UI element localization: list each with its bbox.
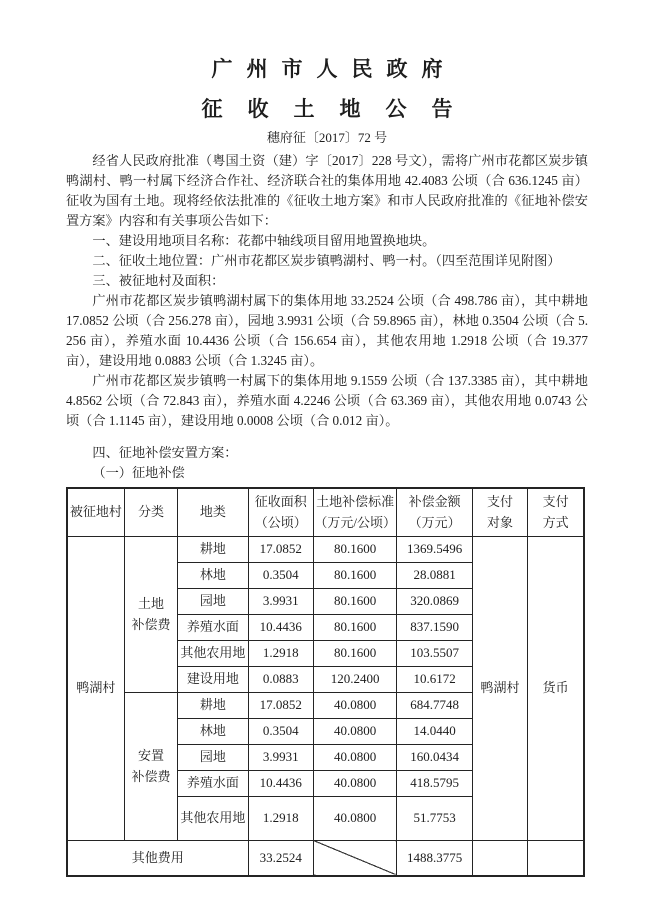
cell-standard: 40.0800 xyxy=(313,796,396,840)
cell-area: 17.0852 xyxy=(248,692,313,718)
cell-amount: 28.0881 xyxy=(397,562,472,588)
header-category: 分类 xyxy=(124,488,177,536)
header-payee: 支付 对象 xyxy=(472,488,527,536)
cell-amount: 837.1590 xyxy=(397,614,472,640)
cell-standard: 40.0800 xyxy=(313,744,396,770)
cell-land-type: 其他农用地 xyxy=(178,796,248,840)
table-row xyxy=(67,536,584,562)
cell-payee: 鸭湖村 xyxy=(472,536,527,840)
cell-standard: 80.1600 xyxy=(313,562,396,588)
cell-land-type: 养殖水面 xyxy=(178,614,248,640)
header-area: 征收面积 （公顷） xyxy=(248,488,313,536)
cell-other-fees-label: 其他费用 xyxy=(67,840,248,876)
cell-land-type: 其他农用地 xyxy=(178,640,248,666)
paragraph-item4: 四、征地补偿安置方案： xyxy=(92,445,238,460)
table-header-row xyxy=(67,488,584,536)
cell-land-type: 耕地 xyxy=(178,536,248,562)
cell-land-type: 林地 xyxy=(178,718,248,744)
cell-category-land-compensation: 土地 补偿费 xyxy=(124,536,177,692)
cell-area: 10.4436 xyxy=(248,614,313,640)
paragraph-intro: 经省人民政府批准（粤国土资（建）字〔2017〕228 号文），需将广州市花都区炭步镇鸭湖村、鸭一村属下经济合作社、经济联合社的集体用地 42.4083 公顷（合 636.1245 亩）征收为国有土地。现将经依法批准的《征收土地方案》和市人民政府批准的《征地补偿安置方案》内容和有关事项公告如下： xyxy=(66,153,588,228)
cell-area: 0.3504 xyxy=(248,562,313,588)
cell-payment-method: 货币 xyxy=(528,536,584,840)
cell-area: 17.0852 xyxy=(248,536,313,562)
document-title: 广州市人民政府 xyxy=(211,57,457,81)
cell-standard: 80.1600 xyxy=(313,640,396,666)
cell-amount: 51.7753 xyxy=(397,796,472,840)
cell-amount: 10.6172 xyxy=(397,666,472,692)
paragraph-item1: 一、建设用地项目名称：花都中轴线项目留用地置换地块。 xyxy=(92,233,436,248)
document-number: 穗府征〔2017〕72 号 xyxy=(266,130,388,145)
cell-area: 1.2918 xyxy=(248,796,313,840)
cell-land-type: 耕地 xyxy=(178,692,248,718)
document-body xyxy=(66,151,588,483)
paragraph-yayi-detail: 广州市花都区炭步镇鸭一村属下的集体用地 9.1559 公顷（合 137.3385 亩），其中耕地 4.8562 公顷（合 72.843 亩），养殖水面 4.2246 公顷（合 63.369 亩），其他农用地 0.0743 公顷（合 1.1145 亩），建设用地 0.0008 公顷（合 0.012 亩）。 xyxy=(66,373,588,428)
cell-land-type: 林地 xyxy=(178,562,248,588)
cell-standard: 120.2400 xyxy=(313,666,396,692)
cell-land-type: 养殖水面 xyxy=(178,770,248,796)
cell-standard: 80.1600 xyxy=(313,588,396,614)
compensation-table xyxy=(66,487,585,877)
cell-area: 3.9931 xyxy=(248,588,313,614)
paragraph-sub1: （一）征地补偿 xyxy=(92,465,185,480)
cell-land-type: 园地 xyxy=(178,744,248,770)
cell-standard: 40.0800 xyxy=(313,718,396,744)
cell-amount: 418.5795 xyxy=(397,770,472,796)
cell-area: 0.0883 xyxy=(248,666,313,692)
cell-standard: 40.0800 xyxy=(313,692,396,718)
cell-diagonal-blank xyxy=(313,840,396,876)
cell-other-fees-amount: 1488.3775 xyxy=(397,840,472,876)
table-row-other-fees xyxy=(67,840,584,876)
cell-amount: 14.0440 xyxy=(397,718,472,744)
cell-blank-method xyxy=(528,840,584,876)
cell-land-type: 园地 xyxy=(178,588,248,614)
header-amount: 补偿金额 （万元） xyxy=(397,488,472,536)
header-village: 被征地村 xyxy=(67,488,124,536)
document-subtitle: 征收土地公告 xyxy=(201,97,478,121)
header-standard: 土地补偿标准 （万元/公顷） xyxy=(313,488,396,536)
cell-amount: 684.7748 xyxy=(397,692,472,718)
cell-amount: 1369.5496 xyxy=(397,536,472,562)
paragraph-item2: 二、征收土地位置：广州市花都区炭步镇鸭湖村、鸭一村。（四至范围详见附图） xyxy=(92,253,561,268)
cell-standard: 40.0800 xyxy=(313,770,396,796)
cell-area: 10.4436 xyxy=(248,770,313,796)
cell-amount: 103.5507 xyxy=(397,640,472,666)
header-method: 支付 方式 xyxy=(528,488,584,536)
header-land-type: 地类 xyxy=(178,488,248,536)
cell-land-type: 建设用地 xyxy=(178,666,248,692)
cell-blank-payee xyxy=(472,840,527,876)
paragraph-yahu-detail: 广州市花都区炭步镇鸭湖村属下的集体用地 33.2524 公顷（合 498.786 亩），其中耕地 17.0852 公顷（合 256.278 亩），园地 3.9931 公顷（合 59.8965 亩），林地 0.3504 公顷（合 5.256 亩），养殖水面 10.4436 公顷（合 156.654 亩），其他农用地 1.2918 公顷（合 19.377 亩），建设用地 0.0883 公顷（合 1.3245 亩）。 xyxy=(66,293,588,368)
cell-area: 1.2918 xyxy=(248,640,313,666)
cell-area: 0.3504 xyxy=(248,718,313,744)
cell-category-resettlement: 安置 补偿费 xyxy=(124,692,177,840)
cell-amount: 160.0434 xyxy=(397,744,472,770)
cell-amount: 320.0869 xyxy=(397,588,472,614)
cell-area: 3.9931 xyxy=(248,744,313,770)
cell-village: 鸭湖村 xyxy=(67,536,124,840)
cell-standard: 80.1600 xyxy=(313,536,396,562)
paragraph-item3: 三、被征地村及面积： xyxy=(92,273,225,288)
cell-standard: 80.1600 xyxy=(313,614,396,640)
cell-other-fees-area: 33.2524 xyxy=(248,840,313,876)
